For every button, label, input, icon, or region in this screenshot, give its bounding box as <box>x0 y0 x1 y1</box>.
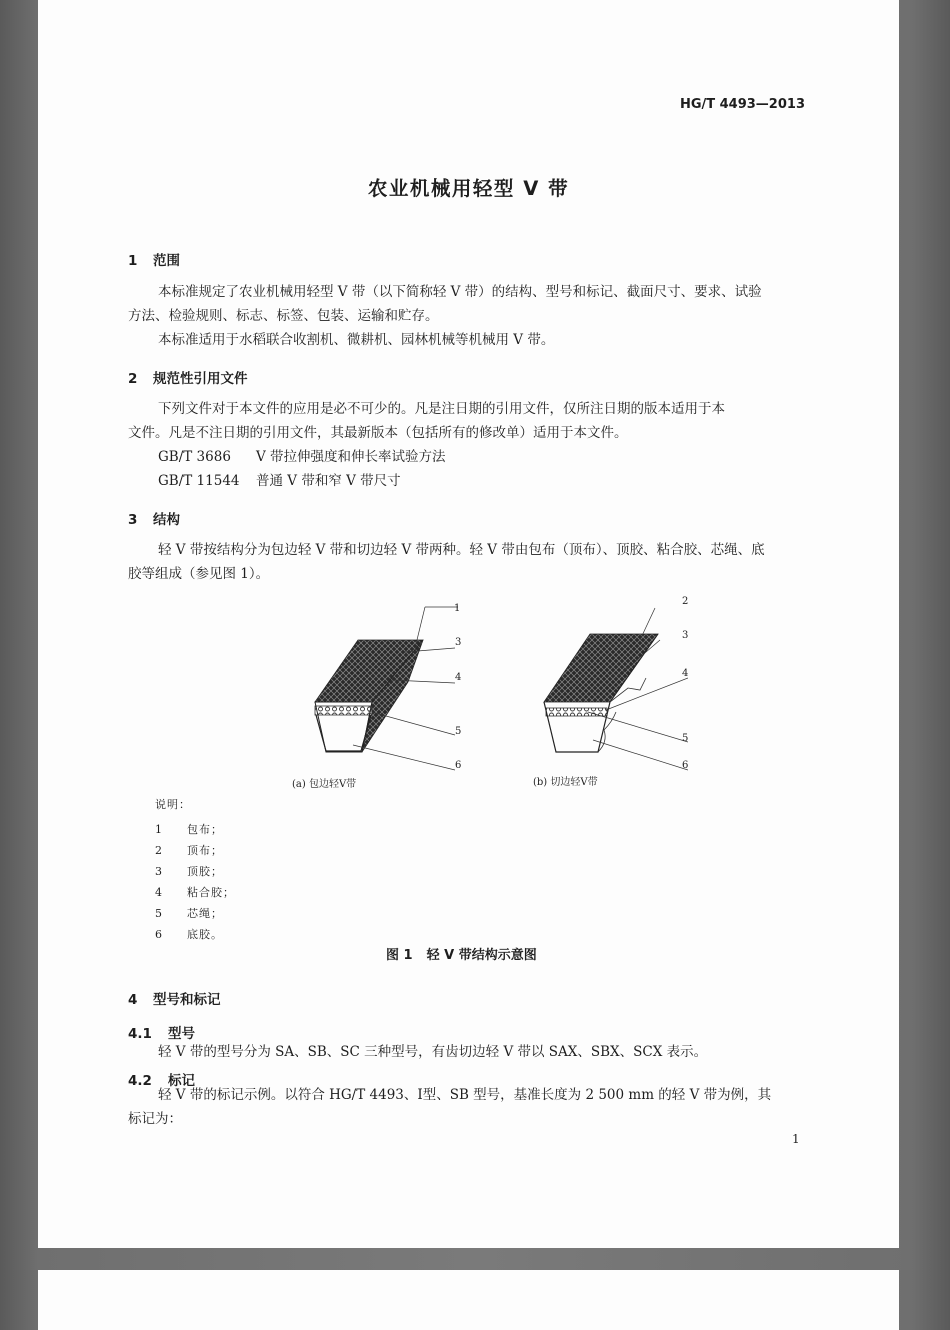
paragraph: 胶等组成（参见图 1）。 <box>128 566 270 582</box>
reference-code: GB/T 11544 <box>158 473 240 489</box>
callout-label: 1 <box>454 603 461 614</box>
section-title: 型号和标记 <box>153 992 221 1008</box>
raw-edge-belt-drawing <box>544 596 688 771</box>
legend-number: 5 <box>155 907 162 920</box>
figure-1-diagram <box>268 592 688 792</box>
figure-number: 图 1 <box>386 948 413 963</box>
callout-label: 3 <box>682 630 688 641</box>
subsection-4-1-heading <box>128 1022 195 1042</box>
reference-name: V 带拉伸强度和伸长率试验方法 <box>256 449 446 465</box>
paragraph: 下列文件对于本文件的应用是必不可少的。凡是注日期的引用文件，仅所注日期的版本适用于本 <box>158 401 725 417</box>
section-number: 2 <box>128 371 138 387</box>
reference-item <box>158 469 401 493</box>
figure-caption-a: (a) 包边轻V带 <box>292 779 357 790</box>
legend-item <box>155 881 235 900</box>
callout-label: 4 <box>455 672 462 683</box>
section-title: 规范性引用文件 <box>153 371 248 387</box>
figure-1-caption <box>386 944 537 963</box>
paragraph: 轻 V 带的标记示例。以符合 HG/T 4493、Ⅰ型、SB 型号，基准长度为 2 500 mm 的轻 V 带为例，其 <box>158 1087 772 1103</box>
section-title: 范围 <box>153 253 180 269</box>
legend-item <box>155 923 223 942</box>
paragraph: 本标准适用于水稻联合收割机、微耕机、园林机械等机械用 V 带。 <box>158 332 555 348</box>
legend-label: 顶胶； <box>187 865 223 878</box>
section-number: 4 <box>128 992 138 1008</box>
section-title: 结构 <box>153 512 180 528</box>
callout-label: 4 <box>682 668 688 679</box>
reference-item <box>158 445 446 469</box>
legend-item <box>155 818 223 837</box>
figure-title: 轻 V 带结构示意图 <box>426 948 537 963</box>
section-number: 3 <box>128 512 138 528</box>
figure-caption-b: (b) 切边轻V带 <box>533 777 598 788</box>
document-page <box>38 0 899 1248</box>
section-2-heading <box>128 367 248 387</box>
paragraph: 标记为： <box>128 1111 182 1127</box>
callout-label: 2 <box>682 596 688 607</box>
legend-number: 2 <box>155 844 162 857</box>
subsection-number: 4.2 <box>128 1073 152 1089</box>
subsection-number: 4.1 <box>128 1026 152 1042</box>
section-4-heading <box>128 988 221 1008</box>
callout-label: 3 <box>455 637 462 648</box>
legend-number: 6 <box>155 928 162 941</box>
legend-item <box>155 860 223 879</box>
reference-code: GB/T 3686 <box>158 449 231 465</box>
legend-label: 顶布； <box>187 844 223 857</box>
legend-number: 1 <box>155 823 162 836</box>
legend-item <box>155 839 223 858</box>
legend-number: 3 <box>155 865 162 878</box>
paragraph: 本标准规定了农业机械用轻型 V 带（以下简称轻 V 带）的结构、型号和标记、截面尺寸、要求、试验 <box>158 284 762 300</box>
page-number: 1 <box>792 1132 800 1146</box>
standard-number: HG/T 4493—2013 <box>679 97 805 112</box>
paragraph: 轻 V 带按结构分为包边轻 V 带和切边轻 V 带两种。轻 V 带由包布（顶布）、顶胶、粘合胶、芯绳、底 <box>158 542 765 558</box>
wrapped-belt-drawing <box>315 603 461 771</box>
reference-name: 普通 V 带和窄 V 带尺寸 <box>256 473 401 489</box>
next-page-edge <box>38 1270 899 1330</box>
callout-label: 6 <box>455 760 462 771</box>
legend-item <box>155 902 223 921</box>
paragraph: 方法、检验规则、标志、标签、包装、运输和贮存。 <box>128 308 439 324</box>
legend-title: 说明： <box>155 798 191 811</box>
callout-label: 5 <box>455 726 462 737</box>
legend-number: 4 <box>155 886 162 899</box>
section-number: 1 <box>128 253 138 269</box>
subsection-title: 型号 <box>168 1026 195 1042</box>
callout-label: 6 <box>682 760 688 771</box>
legend-label: 底胶。 <box>187 928 223 941</box>
callout-label: 5 <box>682 733 688 744</box>
section-3-heading <box>128 508 180 528</box>
legend-label: 粘合胶； <box>187 886 235 899</box>
subsection-title: 标记 <box>168 1073 195 1089</box>
paragraph: 轻 V 带的型号分为 SA、SB、SC 三种型号，有齿切边轻 V 带以 SAX、SBX、SCX 表示。 <box>158 1044 708 1060</box>
section-1-heading <box>128 249 180 269</box>
legend-label: 包布； <box>187 823 223 836</box>
document-title: 农业机械用轻型 V 带 <box>367 177 570 200</box>
paragraph: 文件。凡是不注日期的引用文件，其最新版本（包括所有的修改单）适用于本文件。 <box>128 425 628 441</box>
legend-label: 芯绳； <box>187 907 223 920</box>
